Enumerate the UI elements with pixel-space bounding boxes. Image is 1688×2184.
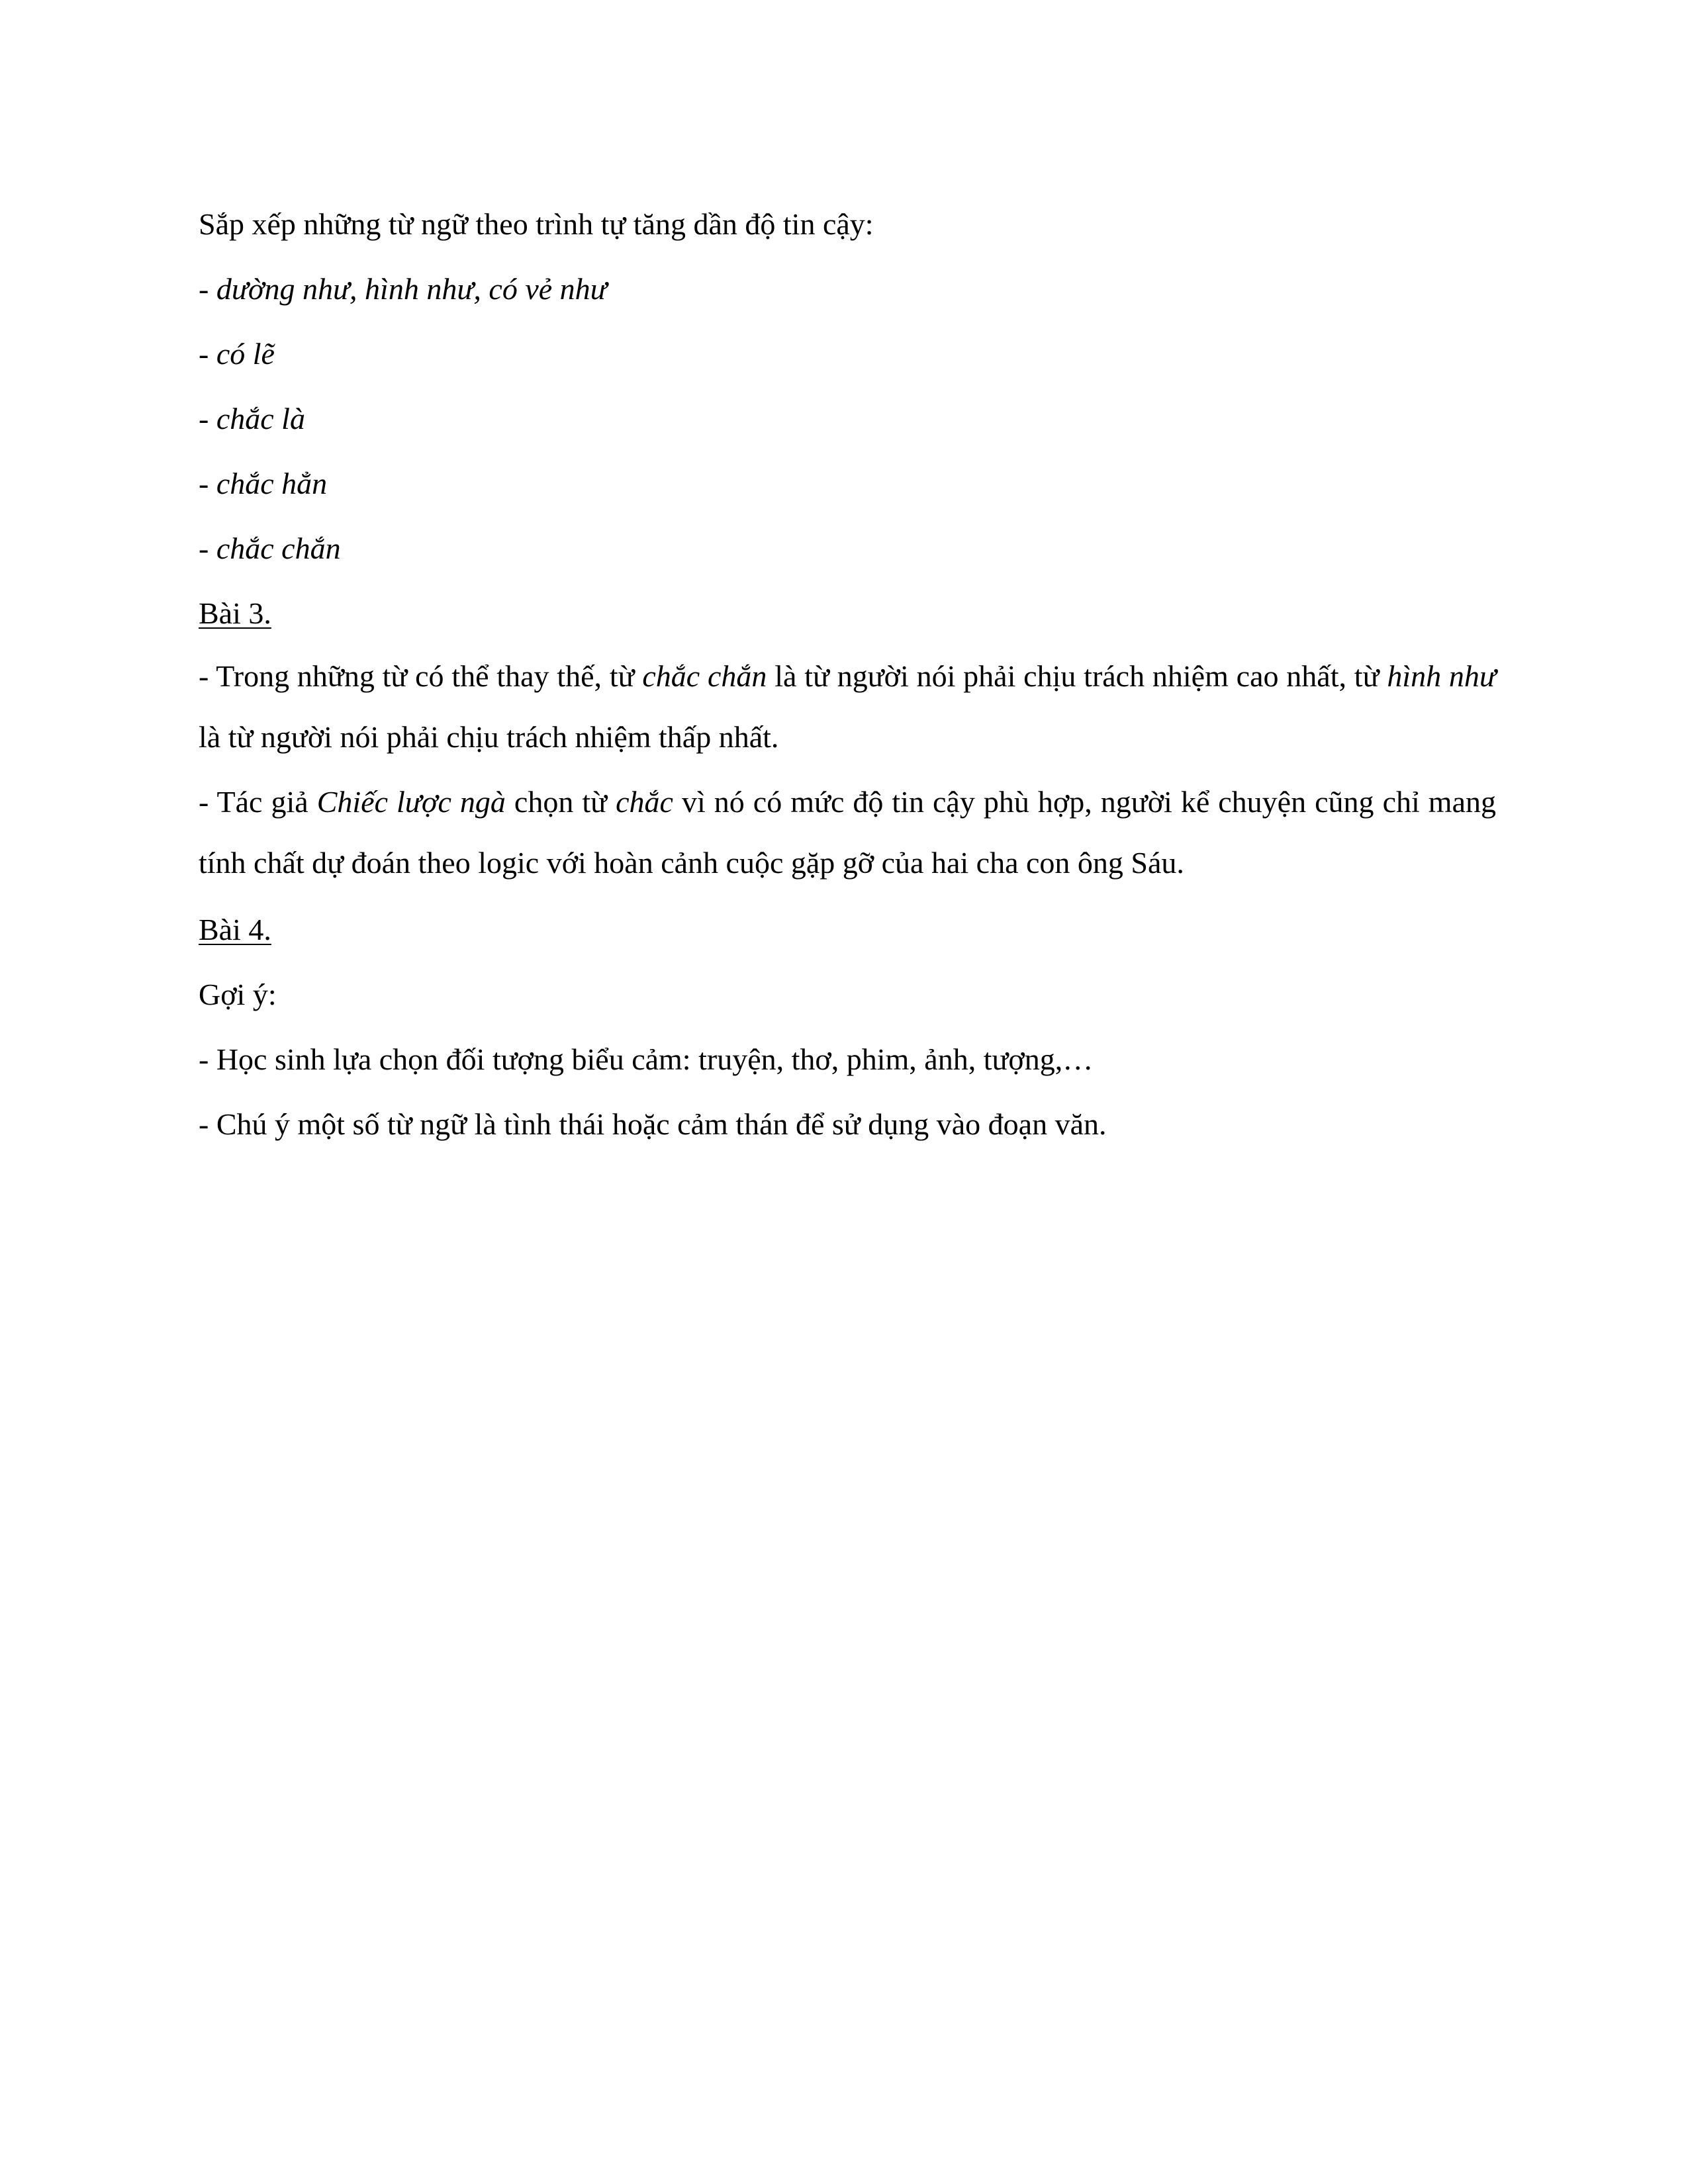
text-run: là từ người nói phải chịu trách nhiệm cao nhất, từ (767, 659, 1387, 693)
text-run: vì nó có mức độ tin cậy phù hợp, người kể chuyện cũng chỉ mang tính chất dự đoán theo logic với hoàn cảnh cuộc gặp gỡ của hai cha con ông Sáu. (199, 785, 1496, 880)
section-heading-bai-4 (199, 897, 1496, 962)
ranking-item (199, 451, 1496, 516)
bai-3-paragraph-1 (199, 646, 1496, 768)
italic-term: chắc (616, 785, 673, 819)
dash: - (199, 337, 216, 371)
bai-3-paragraph-2 (199, 772, 1496, 893)
document-page (199, 192, 1496, 1157)
ranking-item-text: chắc chắn (216, 531, 341, 565)
ranking-item (199, 322, 1496, 387)
heading-text: Bài 4. (199, 913, 271, 946)
ranking-item (199, 516, 1496, 581)
hint-item: - Chú ý một số từ ngữ là tình thái hoặc cảm thán để sử dụng vào đoạn văn. (199, 1107, 1107, 1141)
italic-term: hình như (1387, 659, 1496, 693)
text-run: là từ người nói phải chịu trách nhiệm thấp nhất. (199, 720, 779, 754)
text-run: - Tác giả (199, 785, 317, 819)
dash: - (199, 531, 216, 565)
heading-text: Bài 3. (199, 596, 271, 630)
hint-item: - Học sinh lựa chọn đối tượng biểu cảm: truyện, thơ, phim, ảnh, tượng,… (199, 1042, 1094, 1076)
italic-title: Chiếc lược ngà (316, 785, 506, 819)
ranking-item-text: dường như, hình như, có vẻ như (216, 272, 607, 306)
ranking-item (199, 387, 1496, 451)
text-run: chọn từ (505, 785, 616, 819)
dash: - (199, 272, 216, 306)
italic-term: chắc chắn (642, 659, 767, 693)
ranking-item (199, 257, 1496, 322)
ranking-item-text: có lẽ (216, 337, 275, 371)
ranking-item-text: chắc là (216, 402, 305, 435)
ranking-item-text: chắc hẳn (216, 467, 328, 500)
dash: - (199, 402, 216, 435)
section-heading-bai-3 (199, 581, 1496, 646)
text-run: - Trong những từ có thể thay thế, từ (199, 659, 643, 693)
intro-line: Sắp xếp những từ ngữ theo trình tự tăng dần độ tin cậy: (199, 207, 874, 241)
dash: - (199, 467, 216, 500)
hint-label: Gợi ý: (199, 978, 277, 1011)
